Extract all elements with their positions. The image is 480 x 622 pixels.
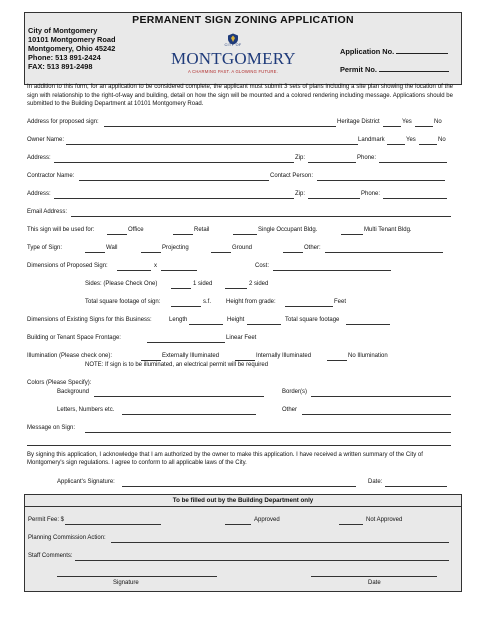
row-existing	[27, 317, 453, 326]
office-fax: FAX: 513 891-2498	[28, 61, 93, 71]
permit-number	[340, 64, 449, 74]
ground-label: Ground	[232, 245, 253, 251]
office-address	[28, 27, 115, 72]
sqft-unit: s.f.	[203, 299, 212, 305]
contractor-phone-label: Phone:	[361, 191, 381, 197]
ground-check[interactable]	[211, 252, 231, 253]
not-approved-check[interactable]	[339, 524, 363, 525]
sqft-label: Total square footage of sign:	[85, 299, 161, 305]
one-sided-label: 1 sided	[193, 281, 213, 287]
department-signature-field[interactable]	[57, 576, 217, 577]
retail-label: Retail	[194, 227, 210, 233]
department-divider	[25, 506, 461, 507]
intro-paragraph: In addition to this form, for an application to be considered complete, the applicant must submit 3 sets of plans including a site plan showing the location of the sign with relationship to the right-of-way and building, detail on how the sign will be mounted and a colored rendering including message. Applications should be submitted to the Building Department at 10101 Montgomery Road.	[27, 84, 453, 108]
not-approved-label: Not Approved	[366, 517, 403, 523]
internal-illum-check[interactable]	[235, 360, 255, 361]
existing-height-field[interactable]	[247, 324, 281, 325]
owner-phone-field[interactable]	[379, 162, 447, 163]
department-signature-label: Signature	[113, 580, 139, 586]
other-color-field[interactable]	[302, 414, 451, 415]
department-title: To be filled out by the Building Department only	[172, 497, 314, 504]
height-grade-field[interactable]	[285, 306, 333, 307]
row-dimensions	[27, 263, 453, 272]
other-type-label: Other:	[304, 245, 321, 251]
row-frontage	[27, 335, 453, 344]
heritage-yes-label: Yes	[402, 119, 412, 125]
landmark-no-field[interactable]	[419, 144, 437, 145]
cost-label: Cost:	[255, 263, 270, 269]
staff-comments-field[interactable]	[75, 560, 449, 561]
background-field[interactable]	[94, 396, 264, 397]
owner-zip-field[interactable]	[308, 162, 356, 163]
retail-check[interactable]	[173, 234, 193, 235]
no-illum-label: No Illumination	[348, 353, 388, 359]
message-field[interactable]	[85, 432, 451, 433]
illumination-label: Illumination (Please check one):	[27, 353, 113, 359]
email-field[interactable]	[71, 216, 451, 217]
application-number-label: Application No.	[340, 47, 395, 56]
heritage-label: Heritage District	[337, 119, 380, 125]
approved-check[interactable]	[225, 524, 251, 525]
row-colors-bg	[27, 389, 453, 398]
logo-name: MONTGOMERY	[171, 49, 296, 68]
row-used-for	[27, 227, 453, 236]
permit-number-label: Permit No.	[340, 65, 377, 74]
header-box	[24, 12, 462, 85]
sign-address-label: Address for proposed sign:	[27, 119, 99, 125]
multi-tenant-label: Multi Tenant Bldg.	[364, 227, 412, 233]
frontage-field[interactable]	[147, 342, 225, 343]
department-date-field[interactable]	[311, 576, 437, 577]
row-colors	[27, 380, 453, 389]
permit-number-field[interactable]	[379, 64, 449, 72]
letters-label: Letters, Numbers etc.	[57, 407, 115, 413]
external-illum-check[interactable]	[141, 360, 161, 361]
row-message-2	[27, 438, 453, 447]
city-logo	[171, 33, 295, 85]
row-sides	[27, 281, 453, 290]
contractor-zip-field[interactable]	[308, 198, 360, 199]
office-use-check[interactable]	[107, 234, 127, 235]
internal-illum-label: Internally Illuminated	[256, 353, 312, 359]
row-email	[27, 209, 453, 218]
single-occupant-label: Single Occupant Bldg.	[258, 227, 318, 233]
row-applicant-signature	[27, 479, 453, 488]
height-grade-unit: Feet	[334, 299, 347, 305]
external-illum-label: Externally Illuminated	[162, 353, 220, 359]
height-grade-label: Height from grade:	[226, 299, 276, 305]
no-illum-check[interactable]	[327, 360, 347, 361]
existing-total-label: Total square footage	[285, 317, 340, 323]
applicant-signature-field[interactable]	[122, 486, 356, 487]
existing-label: Dimensions of Existing Signs for this Business:	[27, 317, 152, 323]
multi-tenant-check[interactable]	[341, 234, 363, 235]
office-use-label: Office	[128, 227, 144, 233]
heritage-yes-field[interactable]	[383, 126, 401, 127]
email-label: Email Address:	[27, 209, 68, 215]
frontage-unit: Linear Feet	[226, 335, 257, 341]
sign-address-field[interactable]	[104, 126, 336, 127]
letters-field[interactable]	[122, 414, 256, 415]
contractor-label: Contractor Name:	[27, 173, 75, 179]
message-field-line-2[interactable]	[27, 445, 451, 446]
illumination-note: NOTE: If sign is to be illuminated, an electrical permit will be required	[85, 362, 269, 368]
existing-total-field[interactable]	[346, 324, 390, 325]
existing-height-label: Height	[227, 317, 245, 323]
existing-length-label: Length	[169, 317, 188, 323]
projecting-check[interactable]	[141, 252, 161, 253]
office-name: City of Montgomery	[28, 26, 98, 35]
contractor-address-label: Address:	[27, 191, 51, 197]
row-sign-type	[27, 245, 453, 254]
page-title: PERMANENT SIGN ZONING APPLICATION	[132, 14, 354, 26]
sqft-field[interactable]	[171, 306, 201, 307]
owner-label: Owner Name:	[27, 137, 65, 143]
row-owner	[27, 137, 453, 146]
row-owner-address	[27, 155, 453, 164]
wall-check[interactable]	[85, 252, 105, 253]
application-number	[340, 46, 448, 56]
other-type-check[interactable]	[283, 252, 303, 253]
one-sided-check[interactable]	[171, 288, 191, 289]
office-phone: Phone: 513 891-2424	[28, 52, 101, 62]
cost-field[interactable]	[273, 270, 391, 271]
dimension-height-field[interactable]	[161, 270, 197, 271]
landmark-label: Landmark	[358, 137, 385, 143]
owner-address-field[interactable]	[54, 162, 294, 163]
row-sqft	[27, 299, 453, 308]
row-sign-address	[27, 119, 453, 128]
owner-field[interactable]	[66, 144, 358, 145]
colors-label: Colors (Please Specify):	[27, 380, 92, 386]
frontage-label: Building or Tenant Space Frontage:	[27, 335, 121, 341]
permit-fee-field[interactable]	[65, 524, 161, 525]
contractor-field[interactable]	[79, 180, 269, 181]
sides-label: Sides: (Please Check One)	[85, 281, 158, 287]
heritage-no-field[interactable]	[415, 126, 433, 127]
sign-type-label: Type of Sign:	[27, 245, 63, 251]
single-occupant-check[interactable]	[233, 234, 257, 235]
contact-field[interactable]	[317, 180, 445, 181]
projecting-label: Projecting	[162, 245, 189, 251]
permit-fee-label: Permit Fee: $	[28, 517, 65, 523]
certification-text: By signing this application, I acknowledge that I am authorized by the owner to make this application. I have received a written summary of the City of Montgomery's sign regulations. I agree to conform to all applicable laws of the City.	[27, 452, 423, 467]
row-contractor-address	[27, 191, 453, 200]
dimensions-x: x	[154, 263, 157, 269]
row-colors-letters	[27, 407, 453, 416]
contractor-address-field[interactable]	[54, 198, 294, 199]
row-illumination	[27, 353, 453, 362]
borders-field[interactable]	[311, 396, 451, 397]
applicant-date-label: Date:	[368, 479, 383, 485]
contractor-zip-label: Zip:	[295, 191, 306, 197]
owner-address-label: Address:	[27, 155, 51, 161]
heritage-no-label: No	[434, 119, 442, 125]
applicant-signature-label: Applicant's Signature:	[57, 479, 115, 485]
owner-zip-label: Zip:	[295, 155, 306, 161]
other-type-field[interactable]	[325, 252, 443, 253]
building-department-box	[24, 494, 462, 592]
approved-label: Approved	[254, 517, 280, 523]
office-street: 10101 Montgomery Road	[28, 34, 116, 44]
logo-city-of: CITY OF	[224, 43, 242, 47]
two-sided-label: 2 sided	[249, 281, 269, 287]
logo-tagline: A CHARMING PAST. A GLOWING FUTURE.	[187, 69, 279, 74]
department-date-label: Date	[368, 580, 381, 586]
message-label: Message on Sign:	[27, 425, 76, 431]
planning-field[interactable]	[111, 542, 449, 543]
landmark-no-label: No	[438, 137, 446, 143]
row-contractor	[27, 173, 453, 182]
wall-label: Wall	[106, 245, 118, 251]
background-label: Background	[57, 389, 90, 395]
landmark-yes-label: Yes	[406, 137, 416, 143]
office-city: Montgomery, Ohio 45242	[28, 43, 116, 53]
applicant-date-field[interactable]	[385, 486, 447, 487]
borders-label: Border(s)	[282, 389, 308, 395]
other-color-label: Other	[282, 407, 298, 413]
landmark-yes-field[interactable]	[387, 144, 405, 145]
application-number-field[interactable]	[396, 46, 448, 54]
used-for-label: This sign will be used for:	[27, 227, 95, 233]
contact-label: Contact Person:	[270, 173, 314, 179]
owner-phone-label: Phone:	[357, 155, 377, 161]
row-message	[27, 425, 453, 434]
contractor-phone-field[interactable]	[383, 198, 447, 199]
dimension-width-field[interactable]	[117, 270, 151, 271]
staff-comments-label: Staff Comments:	[28, 553, 73, 559]
dimensions-label: Dimensions of Proposed Sign:	[27, 263, 108, 269]
planning-label: Planning Commission Action:	[28, 535, 106, 541]
two-sided-check[interactable]	[225, 288, 247, 289]
existing-length-field[interactable]	[189, 324, 223, 325]
